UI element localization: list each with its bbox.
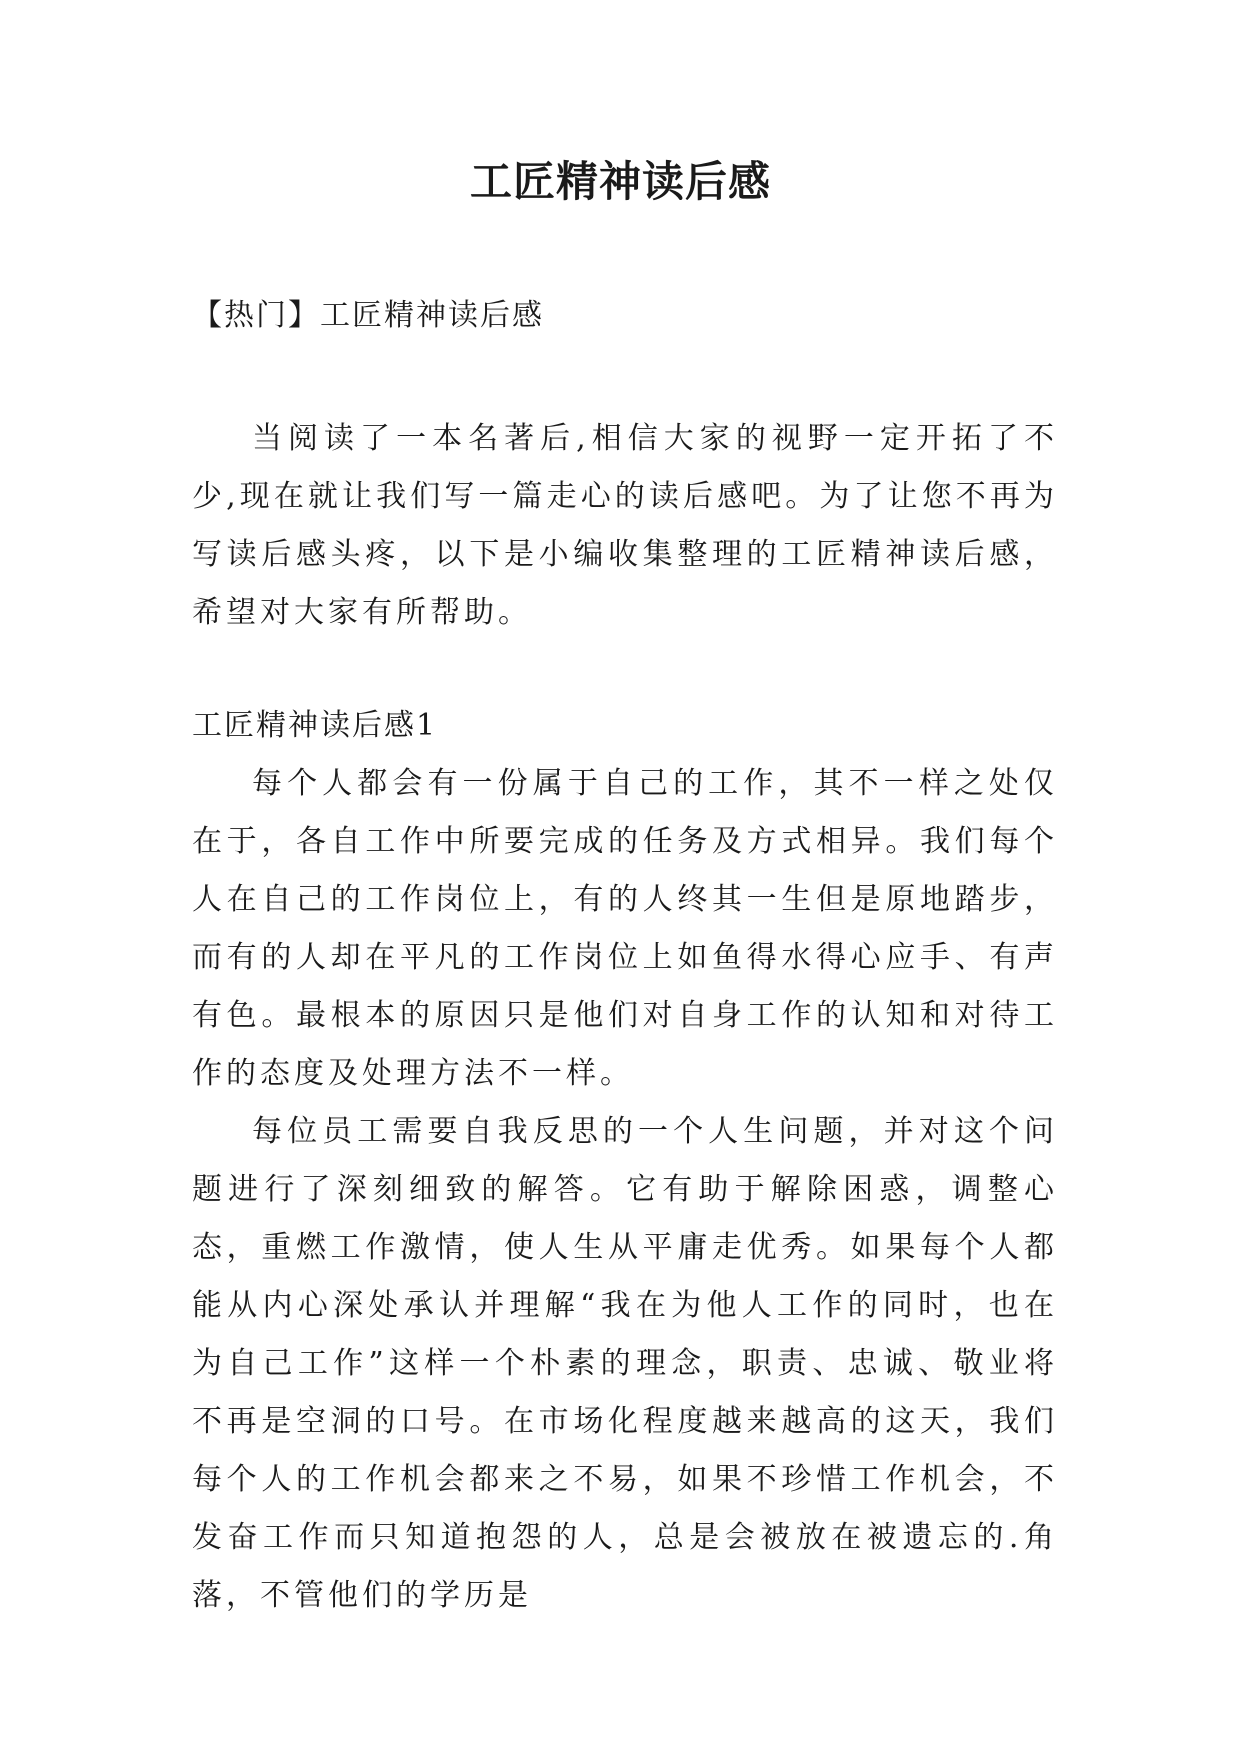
body-paragraph-2: 每位员工需要自我反思的一个人生问题，并对这个问题进行了深刻细致的解答。它有助于解除困惑，调整心态，重燃工作激情，使人生从平庸走优秀。如果每个人都能从内心深处承认并理解“我在为他人工作的同时，也在为自己工作”这样一个朴素的理念，职责、忠诚、敬业将不再是空洞的口号。在市场化程度越来越高的这天，我们每个人的工作机会都来之不易，如果不珍惜工作机会，不发奋工作而只知道抱怨的人，总是会被放在被遗忘的.角落，不管他们的学历是 <box>192 1114 1058 1613</box>
section-heading: 工匠精神读后感1 <box>192 708 438 743</box>
intro-block <box>192 410 1058 642</box>
body-paragraph-1: 每个人都会有一份属于自己的工作，其不一样之处仅在于，各自工作中所要完成的任务及方式相异。我们每个人在自己的工作岗位上，有的人终其一生但是原地踏步，而有的人却在平凡的工作岗位上如鱼得水得心应手、有声有色。最根本的原因只是他们对自身工作的认知和对待工作的态度及处理方法不一样。 <box>192 766 1058 1091</box>
document-title: 工匠精神读后感 <box>469 157 771 206</box>
section-body <box>192 755 1058 1625</box>
document-subtitle: 【热门】工匠精神读后感 <box>192 298 544 333</box>
intro-paragraph: 当阅读了一本名著后,相信大家的视野一定开拓了不少,现在就让我们写一篇走心的读后感吧。为了让您不再为写读后感头疼，以下是小编收集整理的工匠精神读后感，希望对大家有所帮助。 <box>192 421 1058 630</box>
